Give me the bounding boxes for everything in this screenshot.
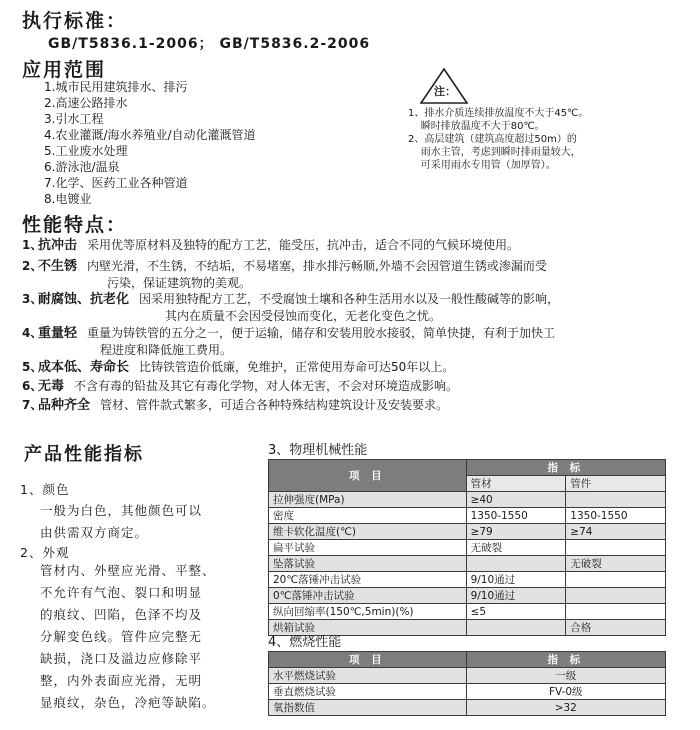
text-line: 一般为白色，其他颜色可以 (40, 503, 203, 518)
cell-item: 维卡软化温度(℃) (269, 524, 467, 540)
notice-line: 2、高层建筑（建筑高度超过50m）的 (408, 134, 577, 145)
cell-fitting: 合格 (566, 620, 666, 636)
header-index: 指 标 (466, 652, 665, 668)
cell-fitting: 1350-1550 (566, 508, 666, 524)
feature-text: 比铸铁管造价低廉，免维护，正常使用寿命可达50年以上。 (139, 360, 455, 374)
feature-item (22, 236, 519, 255)
cell-fitting (566, 604, 666, 620)
feature-text: 采用优等原材料及独特的配方工艺，能受压，抗冲击，适合不同的气候环境使用。 (87, 238, 520, 252)
cell-item: 扁平试验 (269, 540, 467, 556)
feature-keyword: 品种齐全 (38, 398, 91, 413)
feature-number: 7、 (22, 398, 43, 412)
cell-fitting (566, 572, 666, 588)
feature-item (22, 396, 448, 415)
feature-item (22, 377, 458, 396)
list-item: 6.游泳池/温泉 (44, 160, 120, 174)
list-item: 8.电镀业 (44, 192, 92, 206)
list-item: 3.引水工程 (44, 112, 104, 126)
feature-continuation: 程进度和降低施工费用。 (100, 343, 233, 357)
feature-keyword: 重量轻 (38, 326, 78, 341)
cell-item: 烘箱试验 (269, 620, 467, 636)
feature-keyword: 不生锈 (38, 259, 78, 274)
text-line: 管材内、外壁应光滑、平整、 (40, 563, 216, 578)
application-title: 应用范围 (22, 59, 107, 81)
feature-number: 2、 (22, 259, 43, 273)
table-row (269, 556, 666, 572)
cell-fitting (566, 492, 666, 508)
cell-item: 密度 (269, 508, 467, 524)
col-fitting: 管件 (566, 476, 666, 492)
mech-table (268, 459, 666, 636)
list-item: 1.城市民用建筑排水、排污 (44, 80, 188, 94)
cell-value: FV-0级 (466, 684, 665, 700)
feature-item (22, 257, 547, 276)
notice-line: 瞬时排放温度不大于80℃。 (408, 121, 545, 132)
feature-number: 6、 (22, 379, 43, 393)
text-line: 整，内外表面应光滑，无明 (40, 673, 203, 688)
feature-text: 不含有毒的铅盐及其它有毒化学物，对人体无害，不会对环境造成影响。 (74, 379, 459, 393)
list-item: 2.高速公路排水 (44, 96, 128, 110)
notice-line: 可采用雨水专用管（加厚管）。 (408, 160, 556, 171)
cell-fitting (566, 540, 666, 556)
feature-number: 5、 (22, 360, 43, 374)
table-row (269, 508, 666, 524)
list-item: 5.工业废水处理 (44, 144, 128, 158)
text-line: 分解变色线。管件应完整无 (40, 629, 203, 644)
cell-pipe: ≤5 (466, 604, 566, 620)
table-row (269, 604, 666, 620)
cell-item: 0℃落锤冲击试验 (269, 588, 467, 604)
text-line: 由供需双方商定。 (40, 525, 149, 540)
indicators-title: 产品性能指标 (24, 444, 144, 465)
cell-value: >32 (466, 700, 665, 716)
cell-fitting: ≥74 (566, 524, 666, 540)
color-heading: 1、颜色 (20, 482, 70, 497)
feature-keyword: 成本低、寿命长 (38, 360, 130, 375)
list-item: 4.农业灌溉/海水养殖业/自动化灌溉管道 (44, 128, 256, 142)
feature-number: 1、 (22, 238, 43, 252)
table-row (269, 588, 666, 604)
feature-text: 管材、管件款式繁多，可适合各种特殊结构建筑设计及安装要求。 (100, 398, 449, 412)
text-line: 显痕纹，杂色，冷疤等缺陷。 (40, 695, 216, 710)
feature-keyword: 耐腐蚀、抗老化 (38, 292, 130, 307)
cell-item: 水平燃烧试验 (269, 668, 467, 684)
feature-text: 因采用独特配方工艺，不受腐蚀土壤和各种生活用水以及一般性酸碱等的影响， (139, 292, 560, 306)
appearance-heading: 2、外观 (20, 545, 70, 560)
table-row (269, 540, 666, 556)
header-item: 项 目 (269, 460, 467, 492)
table-row (269, 684, 666, 700)
appearance-text (40, 560, 216, 714)
standard-title: 执行标准： (22, 10, 128, 32)
cell-fitting (566, 588, 666, 604)
header-index: 指 标 (466, 460, 665, 476)
col-pipe: 管材 (466, 476, 566, 492)
burn-table (268, 651, 666, 716)
cell-pipe: 无破裂 (466, 540, 566, 556)
feature-continuation: 其内在质量不会因受侵蚀而变化，无老化变色之忧。 (165, 309, 442, 323)
standard-codes: GB/T5836.1-2006； GB/T5836.2-2006 (48, 36, 371, 52)
warning-triangle-icon (418, 66, 470, 106)
feature-continuation: 污染，保证建筑物的美观。 (107, 276, 252, 290)
feature-number: 3、 (22, 292, 43, 306)
cell-pipe (466, 556, 566, 572)
feature-text: 内壁光滑，不生锈，不结垢，不易堵塞，排水排污畅顺,外墙不会因管道生锈或渗漏而受 (87, 259, 547, 273)
notice-line: 1、排水介质连续排放温度不大于45℃。 (408, 108, 589, 119)
table-row (269, 492, 666, 508)
cell-pipe: 1350-1550 (466, 508, 566, 524)
cell-pipe: 9/10通过 (466, 572, 566, 588)
cell-pipe: ≥79 (466, 524, 566, 540)
table-row (269, 668, 666, 684)
text-line: 的痕纹、凹陷，色泽不均及 (40, 607, 203, 622)
cell-pipe: 9/10通过 (466, 588, 566, 604)
mech-table-title: 3、物理机械性能 (268, 443, 368, 458)
feature-keyword: 无毒 (38, 379, 65, 394)
text-line: 缺损，浇口及溢边应修除平 (40, 651, 203, 666)
feature-text: 重量为铸铁管的五分之一，便于运输，储存和安装用胶水接驳，简单快捷，有利于加快工 (87, 326, 556, 340)
application-list (44, 79, 256, 207)
cell-item: 坠落试验 (269, 556, 467, 572)
cell-value: 一级 (466, 668, 665, 684)
table-row (269, 700, 666, 716)
cell-item: 垂直燃烧试验 (269, 684, 467, 700)
notice-line: 雨水主管，考虑到瞬时排雨量较大， (408, 147, 581, 158)
feature-keyword: 抗冲击 (38, 238, 78, 253)
table-header-row (269, 460, 666, 476)
cell-item: 氧指数值 (269, 700, 467, 716)
list-item: 7.化学、医药工业各种管道 (44, 176, 188, 190)
warning-label: 注： (434, 85, 456, 98)
burn-table-title: 4、燃烧性能 (268, 635, 342, 650)
header-item: 项 目 (269, 652, 467, 668)
text-line: 不允许有气泡、裂口和明显 (40, 585, 203, 600)
notice-text (408, 107, 588, 172)
features-title: 性能特点： (22, 214, 128, 236)
table-row (269, 572, 666, 588)
table-header-row (269, 652, 666, 668)
cell-item: 纵向回缩率(150℃,5min)(%) (269, 604, 467, 620)
feature-number: 4、 (22, 326, 43, 340)
cell-pipe: ≥40 (466, 492, 566, 508)
feature-item (22, 358, 454, 377)
cell-item: 拉伸强度(MPa) (269, 492, 467, 508)
color-text (40, 500, 202, 544)
cell-pipe (466, 620, 566, 636)
cell-fitting: 无破裂 (566, 556, 666, 572)
table-row (269, 524, 666, 540)
cell-item: 20℃落锤冲击试验 (269, 572, 467, 588)
